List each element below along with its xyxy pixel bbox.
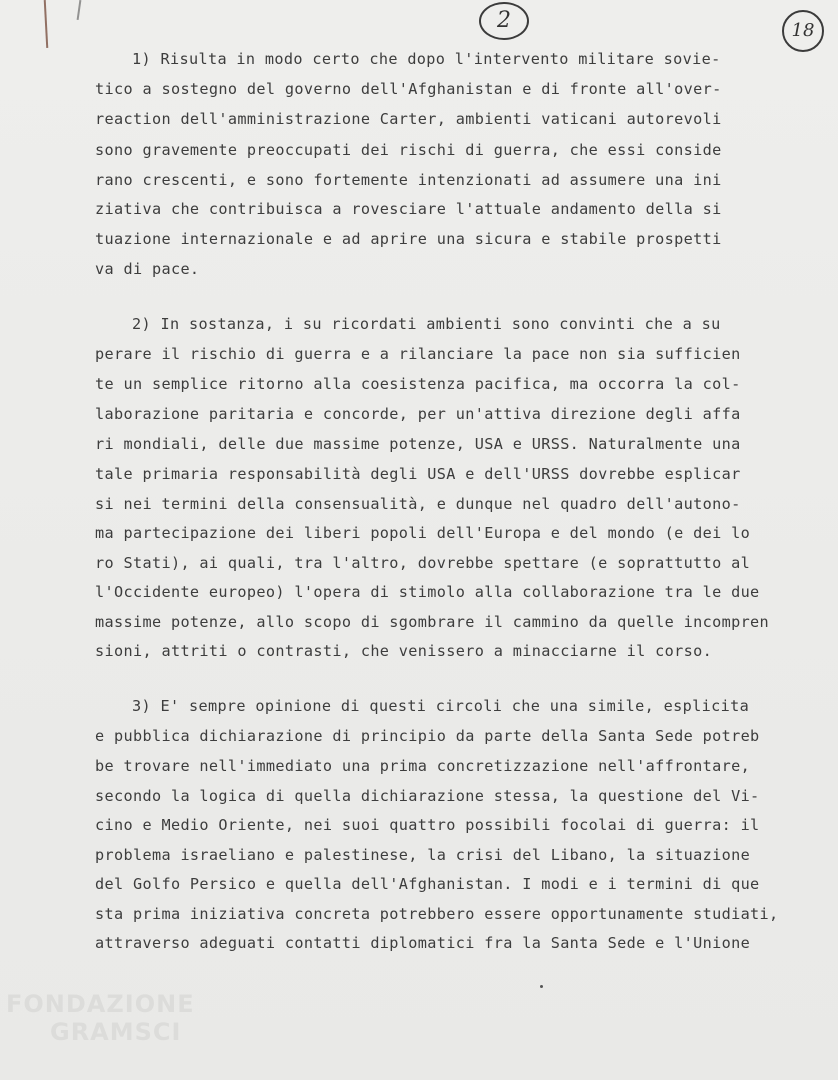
text-line: cino e Medio Oriente, nei suoi quattro possibili focolai di guerra: il (95, 816, 760, 834)
text-line: 3) E' sempre opinione di questi circoli che una simile, esplicita (132, 697, 750, 715)
watermark-line-2: GRAMSCI (50, 1018, 182, 1046)
text-line: del Golfo Persico e quella dell'Afghanistan. I modi e i termini di que (95, 875, 760, 893)
page-number-circled (479, 2, 529, 40)
folio-number: 18 (791, 20, 815, 41)
text-line: l'Occidente europeo) l'opera di stimolo alla collaborazione tra le due (95, 583, 760, 601)
text-line: secondo la logica di quella dichiarazione stessa, la questione del Vi- (95, 787, 760, 805)
text-line: e pubblica dichiarazione di principio da parte della Santa Sede potreb (95, 727, 760, 745)
text-line: va di pace. (95, 260, 200, 278)
text-line: sioni, attriti o contrasti, che venissero a minacciarne il corso. (95, 642, 713, 660)
folio-number-circled (782, 10, 824, 52)
page-number: 2 (497, 8, 511, 33)
text-line: 2) In sostanza, i su ricordati ambienti sono convinti che a su (132, 315, 721, 333)
text-line: ma partecipazione dei liberi popoli dell'Europa e del mondo (e dei lo (95, 524, 751, 542)
text-line: ri mondiali, delle due massime potenze, USA e URSS. Naturalmente una (95, 435, 741, 453)
text-line: ro Stati), ai quali, tra l'altro, dovrebbe spettare (e soprattutto al (95, 554, 751, 572)
text-line: massime potenze, allo scopo di sgombrare il cammino da quelle incompren (95, 613, 770, 631)
text-line: tuazione internazionale e ad aprire una sicura e stabile prospetti (95, 230, 722, 248)
text-line: tale primaria responsabilità degli USA e dell'URSS dovrebbe esplicar (95, 465, 741, 483)
text-line: problema israeliano e palestinese, la crisi del Libano, la situazione (95, 846, 751, 864)
text-line: si nei termini della consensualità, e dunque nel quadro dell'autono- (95, 495, 741, 513)
fondazione-gramsci-watermark (6, 990, 206, 1060)
text-line: ziativa che contribuisca a rovesciare l'attuale andamento della si (95, 200, 722, 218)
margin-ink-mark (44, 0, 49, 48)
text-line: te un semplice ritorno alla coesistenza pacifica, ma occorra la col- (95, 375, 741, 393)
text-line: 1) Risulta in modo certo che dopo l'intervento militare sovie- (132, 50, 721, 68)
watermark-line-1: FONDAZIONE (6, 990, 195, 1018)
ink-speck (540, 985, 543, 988)
text-line: be trovare nell'immediato una prima concretizzazione nell'affrontare, (95, 757, 751, 775)
text-line: perare il rischio di guerra e a rilanciare la pace non sia sufficien (95, 345, 741, 363)
text-line: rano crescenti, e sono fortemente intenzionati ad assumere una ini (95, 171, 722, 189)
text-line: sta prima iniziativa concreta potrebbero essere opportunamente studiati, (95, 905, 779, 923)
margin-ink-mark (77, 0, 82, 20)
text-line: attraverso adeguati contatti diplomatici fra la Santa Sede e l'Unione (95, 934, 751, 952)
text-line: sono gravemente preoccupati dei rischi di guerra, che essi conside (95, 141, 722, 159)
text-line: reaction dell'amministrazione Carter, ambienti vaticani autorevoli (95, 110, 722, 128)
text-line: tico a sostegno del governo dell'Afghanistan e di fronte all'over- (95, 80, 722, 98)
text-line: laborazione paritaria e concorde, per un'attiva direzione degli affa (95, 405, 741, 423)
